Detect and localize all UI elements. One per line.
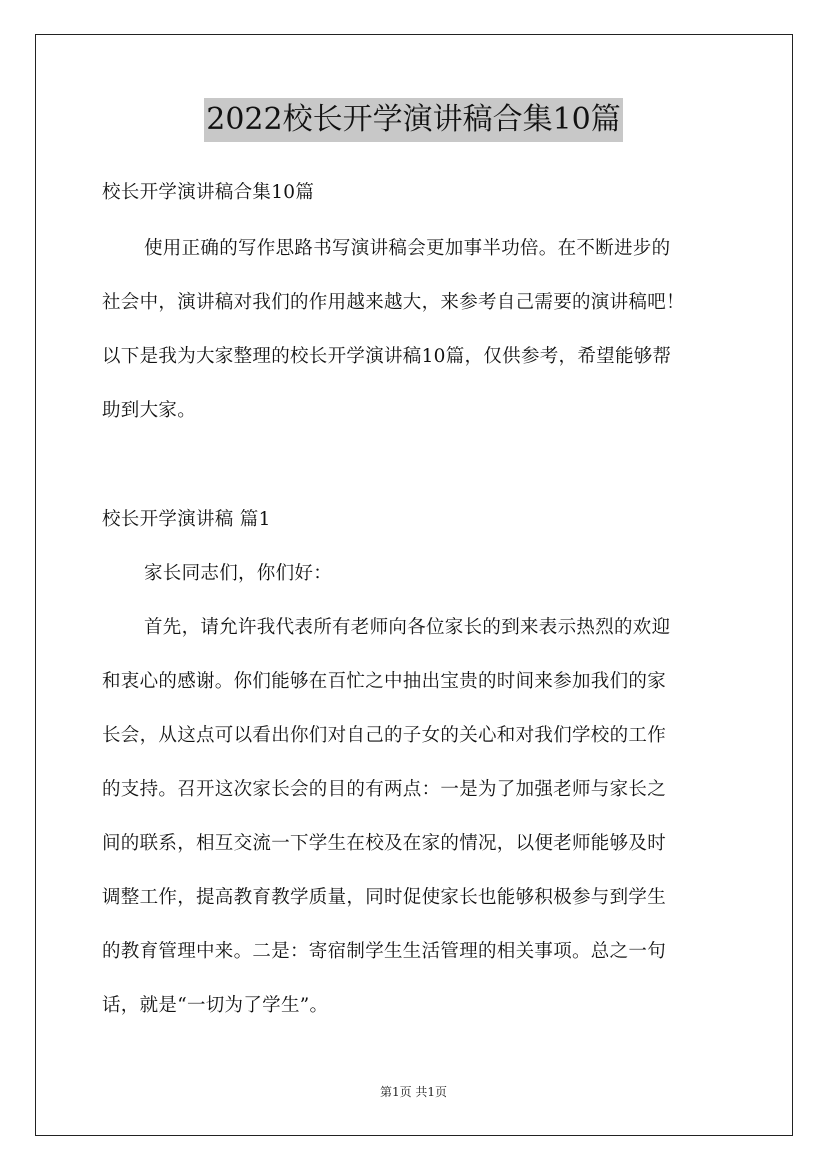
- section-heading: 校长开学演讲稿 篇1: [102, 509, 271, 530]
- intro-line: 以下是我为大家整理的校长开学演讲稿10篇，仅供参考，希望能够帮: [102, 346, 672, 367]
- intro-line: 社会中，演讲稿对我们的作用越来越大，来参考自己需要的演讲稿吧！: [102, 292, 685, 313]
- document-title: 2022校长开学演讲稿合集10篇: [0, 98, 827, 142]
- intro-line: 使用正确的写作思路书写演讲稿会更加事半功倍。在不断进步的: [144, 238, 671, 259]
- greeting: 家长同志们，你们好：: [144, 563, 333, 584]
- intro-line: 助到大家。: [102, 400, 197, 421]
- subtitle: 校长开学演讲稿合集10篇: [102, 182, 315, 203]
- body-line: 和衷心的感谢。你们能够在百忙之中抽出宝贵的时间来参加我们的家: [102, 671, 667, 692]
- body-line: 长会，从这点可以看出你们对自己的子女的关心和对我们学校的工作: [102, 725, 667, 746]
- body-line: 的教育管理中来。二是：寄宿制学生生活管理的相关事项。总之一句: [102, 941, 667, 962]
- body-line: 的支持。召开这次家长会的目的有两点：一是为了加强老师与家长之: [102, 779, 667, 800]
- page-number: 第1页 共1页: [379, 1085, 448, 1099]
- body-line: 间的联系，相互交流一下学生在校及在家的情况，以便老师能够及时: [102, 833, 667, 854]
- body-line: 话，就是“一切为了学生”。: [102, 995, 329, 1016]
- body-line: 调整工作，提高教育教学质量，同时促使家长也能够积极参与到学生: [102, 887, 667, 908]
- body-line: 首先，请允许我代表所有老师向各位家长的到来表示热烈的欢迎: [144, 617, 671, 638]
